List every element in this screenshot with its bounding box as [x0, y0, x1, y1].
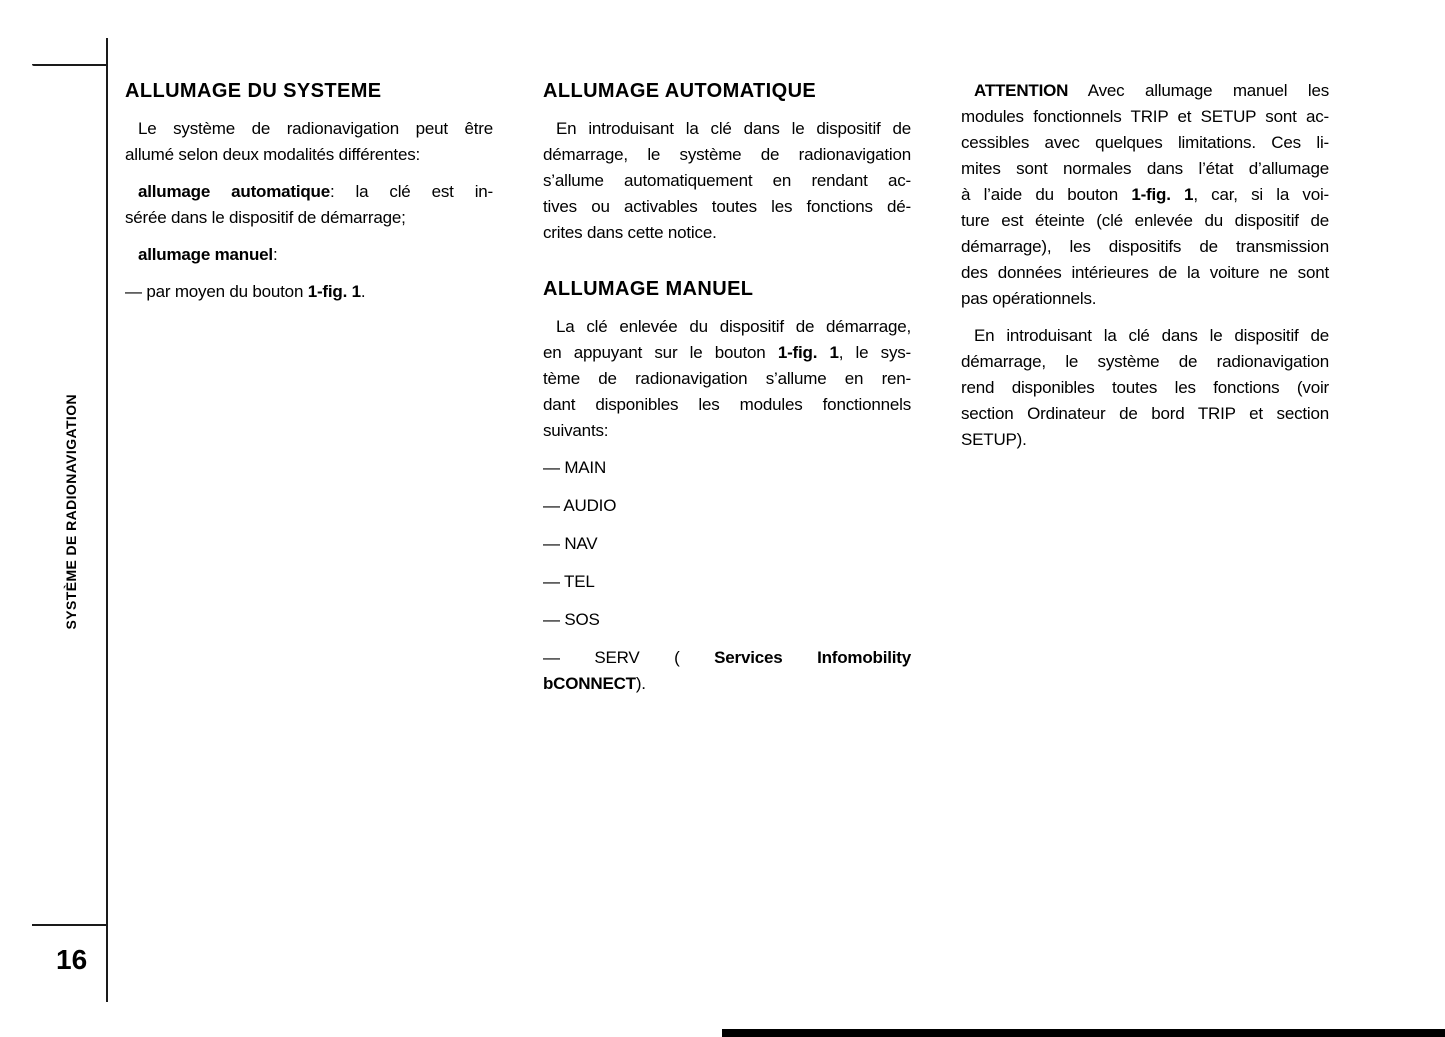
section-heading: ALLUMAGE AUTOMATIQUE	[543, 80, 817, 102]
text-line	[543, 116, 911, 142]
text-line	[961, 349, 1329, 375]
text-line	[543, 168, 911, 194]
text-run: — NAV	[543, 534, 598, 553]
text-run: en appuyant sur le bouton	[543, 343, 778, 362]
list-item	[543, 531, 911, 557]
text-line	[125, 142, 493, 168]
section-heading: ALLUMAGE DU SYSTEME	[125, 80, 382, 102]
bold-text-run: ATTENTION	[974, 81, 1069, 100]
text-line	[543, 645, 911, 671]
text-run: ).	[635, 674, 646, 693]
section-heading: ALLUMAGE MANUEL	[543, 278, 754, 300]
text-run: suivants:	[543, 421, 609, 440]
text-line	[961, 104, 1329, 130]
text-run: mites sont normales dans l’état d’allumage	[961, 159, 1329, 178]
text-run: démarrage, le système de radionavigation	[961, 352, 1329, 371]
text-line	[125, 205, 493, 231]
list-item	[543, 607, 911, 633]
margin-rule-top	[32, 64, 108, 66]
text-run: — par moyen du bouton	[125, 282, 308, 301]
text-line	[543, 455, 911, 481]
column-3	[961, 78, 1329, 709]
section-sidebar-label: SYSTÈME DE RADIONAVIGATION	[63, 394, 79, 630]
text-line	[961, 234, 1329, 260]
text-columns	[125, 78, 1329, 709]
text-run: — MAIN	[543, 458, 607, 477]
text-line	[961, 208, 1329, 234]
text-run: Avec allumage manuel les	[1068, 81, 1329, 100]
text-run: En introduisant la clé dans le dispositif de	[974, 326, 1329, 345]
page-number: 16	[56, 944, 88, 975]
text-line	[543, 569, 911, 595]
bold-text-run: 1-fig. 1	[307, 282, 361, 301]
column-1	[125, 78, 493, 709]
text-line	[543, 607, 911, 633]
text-run: En introduisant la clé dans le dispositif de	[556, 119, 911, 138]
text-run: SETUP).	[961, 430, 1027, 449]
text-run: , car, si la voi-	[1193, 185, 1329, 204]
text-run: — AUDIO	[543, 496, 617, 515]
paragraph	[961, 78, 1329, 312]
text-line	[543, 418, 911, 444]
text-run: : la clé est in-	[330, 182, 493, 201]
list-item	[543, 645, 911, 697]
text-run: tème de radionavigation s’allume en ren-	[543, 369, 911, 388]
list-item	[543, 493, 911, 519]
text-run: cessibles avec quelques limitations. Ces li-	[961, 133, 1329, 152]
footer-bar	[722, 1029, 1445, 1037]
text-line	[961, 182, 1329, 208]
text-line	[543, 366, 911, 392]
text-run: rend disponibles toutes les fonctions (voir	[961, 378, 1329, 397]
text-line	[125, 179, 493, 205]
margin-rule-bottom	[32, 924, 108, 926]
bold-text-run: bCONNECT	[543, 674, 636, 693]
text-run: pas opérationnels.	[961, 289, 1097, 308]
text-run: — TEL	[543, 572, 595, 591]
paragraph	[125, 179, 493, 231]
text-line	[543, 220, 911, 246]
text-line	[543, 142, 911, 168]
text-run: dant disponibles les modules fonctionnels	[543, 395, 911, 414]
text-line	[961, 260, 1329, 286]
text-run: .	[360, 282, 366, 301]
paragraph	[961, 323, 1329, 453]
column-2	[543, 78, 911, 709]
text-line	[125, 116, 493, 142]
margin-rule-vertical	[106, 38, 108, 1002]
text-run: La clé enlevée du dispositif de démarrage,	[556, 317, 911, 336]
text-run: Le système de radionavigation peut être	[138, 119, 493, 138]
bold-text-run: 1-fig. 1	[1131, 185, 1194, 204]
text-run: démarrage, le système de radionavigation	[543, 145, 911, 164]
text-run: à l’aide du bouton	[961, 185, 1132, 204]
text-line	[961, 78, 1329, 104]
text-line	[543, 493, 911, 519]
text-run: section Ordinateur de bord TRIP et section	[961, 404, 1329, 423]
text-line	[961, 323, 1329, 349]
text-run: sérée dans le dispositif de démarrage;	[125, 208, 406, 227]
text-line	[543, 314, 911, 340]
paragraph	[125, 242, 493, 268]
text-run: s’allume automatiquement en rendant ac-	[543, 171, 911, 190]
text-run: démarrage), les dispositifs de transmission	[961, 237, 1329, 256]
text-line	[125, 279, 493, 305]
text-run: tives ou activables toutes les fonctions dé-	[543, 197, 911, 216]
text-line	[961, 375, 1329, 401]
text-line	[543, 392, 911, 418]
list-item	[543, 455, 911, 481]
paragraph	[543, 116, 911, 246]
bold-text-run: allumage automatique	[138, 182, 330, 201]
paragraph	[125, 279, 493, 305]
text-line	[961, 286, 1329, 312]
text-line	[543, 340, 911, 366]
text-run: — SOS	[543, 610, 600, 629]
text-line	[125, 242, 493, 268]
list-item	[543, 569, 911, 595]
text-run: crites dans cette notice.	[543, 223, 717, 242]
text-line	[543, 531, 911, 557]
paragraph	[543, 314, 911, 444]
text-line	[961, 427, 1329, 453]
text-run: allumé selon deux modalités différentes:	[125, 145, 421, 164]
text-run: des données intérieures de la voiture ne sont	[961, 263, 1329, 282]
text-line	[543, 194, 911, 220]
text-line	[543, 671, 911, 697]
text-run: ture est éteinte (clé enlevée du dispositif de	[961, 211, 1329, 230]
bold-text-run: allumage manuel	[138, 245, 273, 264]
text-run: , le sys-	[838, 343, 912, 362]
text-run: modules fonctionnels TRIP et SETUP sont ac-	[961, 107, 1329, 126]
text-line	[961, 156, 1329, 182]
text-line	[961, 401, 1329, 427]
paragraph	[125, 116, 493, 168]
bold-text-run: Services Infomobility	[714, 648, 911, 667]
bold-text-run: 1-fig. 1	[777, 343, 839, 362]
text-run: :	[272, 245, 278, 264]
text-line	[961, 130, 1329, 156]
text-run: — SERV (	[543, 648, 715, 667]
